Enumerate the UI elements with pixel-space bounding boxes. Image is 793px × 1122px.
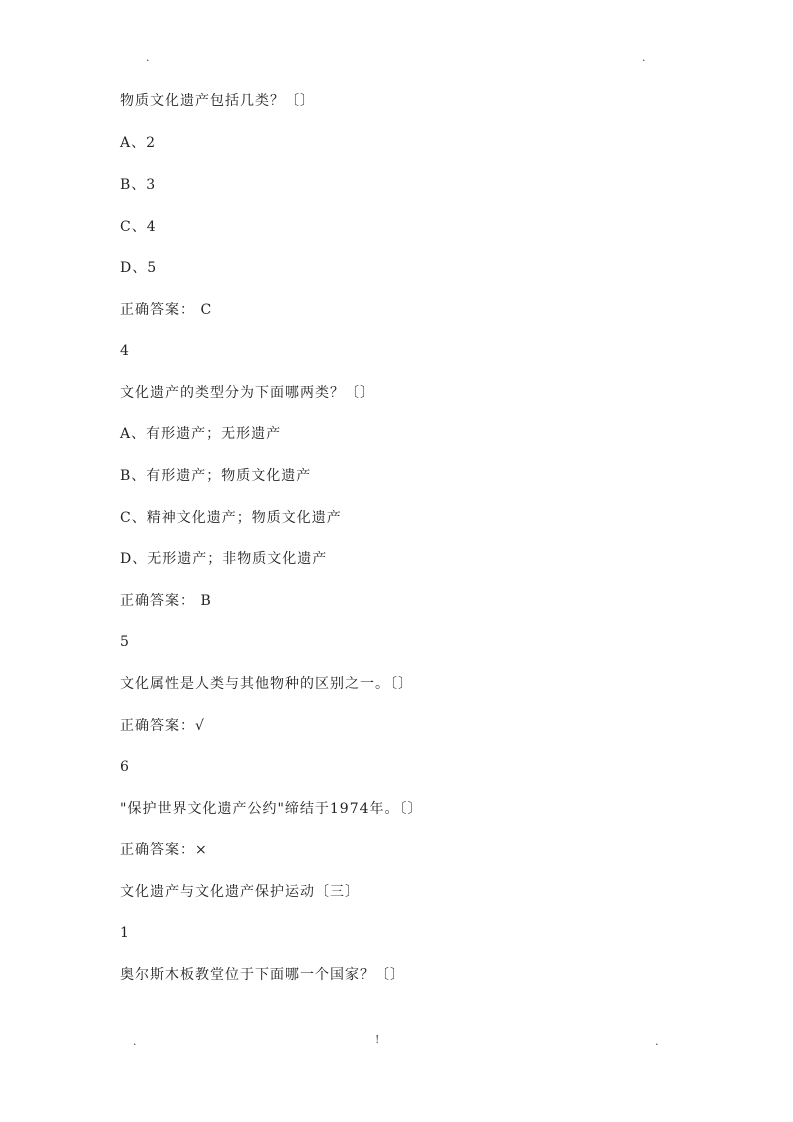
- footer-mark-right: .: [655, 1035, 659, 1048]
- footer-mark-left: .: [133, 1035, 137, 1048]
- option-line: C、4: [120, 219, 157, 235]
- option-line: A、有形遗产；无形遗产: [120, 426, 282, 442]
- question-line: "保护世界文化遗产公约"缔结于1974年。〔〕: [120, 801, 423, 817]
- option-line: B、3: [120, 177, 157, 193]
- answer-line: 正确答案： C: [120, 302, 213, 318]
- option-line: C、精神文化遗产；物质文化遗产: [120, 510, 342, 526]
- header-mark-right: .: [642, 51, 646, 64]
- question-number: 6: [120, 759, 130, 775]
- answer-line: 正确答案：×: [120, 842, 208, 858]
- option-line: D、5: [120, 260, 158, 276]
- answer-line: 正确答案： B: [120, 593, 212, 609]
- header-mark-left: .: [146, 51, 150, 64]
- question-line: 奥尔斯木板教堂位于下面哪一个国家？〔〕: [120, 967, 405, 983]
- question-number: 5: [120, 634, 130, 650]
- question-number: 1: [120, 925, 130, 941]
- option-line: A、2: [120, 135, 157, 151]
- question-line: 物质文化遗产包括几类？〔〕: [120, 93, 315, 109]
- question-line: 文化遗产的类型分为下面哪两类？〔〕: [120, 385, 375, 401]
- question-number: 4: [120, 343, 130, 359]
- question-line: 文化属性是人类与其他物种的区别之一。〔〕: [120, 676, 413, 692]
- section-heading: 文化遗产与文化遗产保护运动〔三〕: [120, 884, 360, 900]
- footer-mark-center: !: [375, 1033, 380, 1046]
- option-line: D、无形遗产；非物质文化遗产: [120, 551, 328, 567]
- option-line: B、有形遗产；物质文化遗产: [120, 468, 312, 484]
- answer-line: 正确答案：√: [120, 718, 205, 734]
